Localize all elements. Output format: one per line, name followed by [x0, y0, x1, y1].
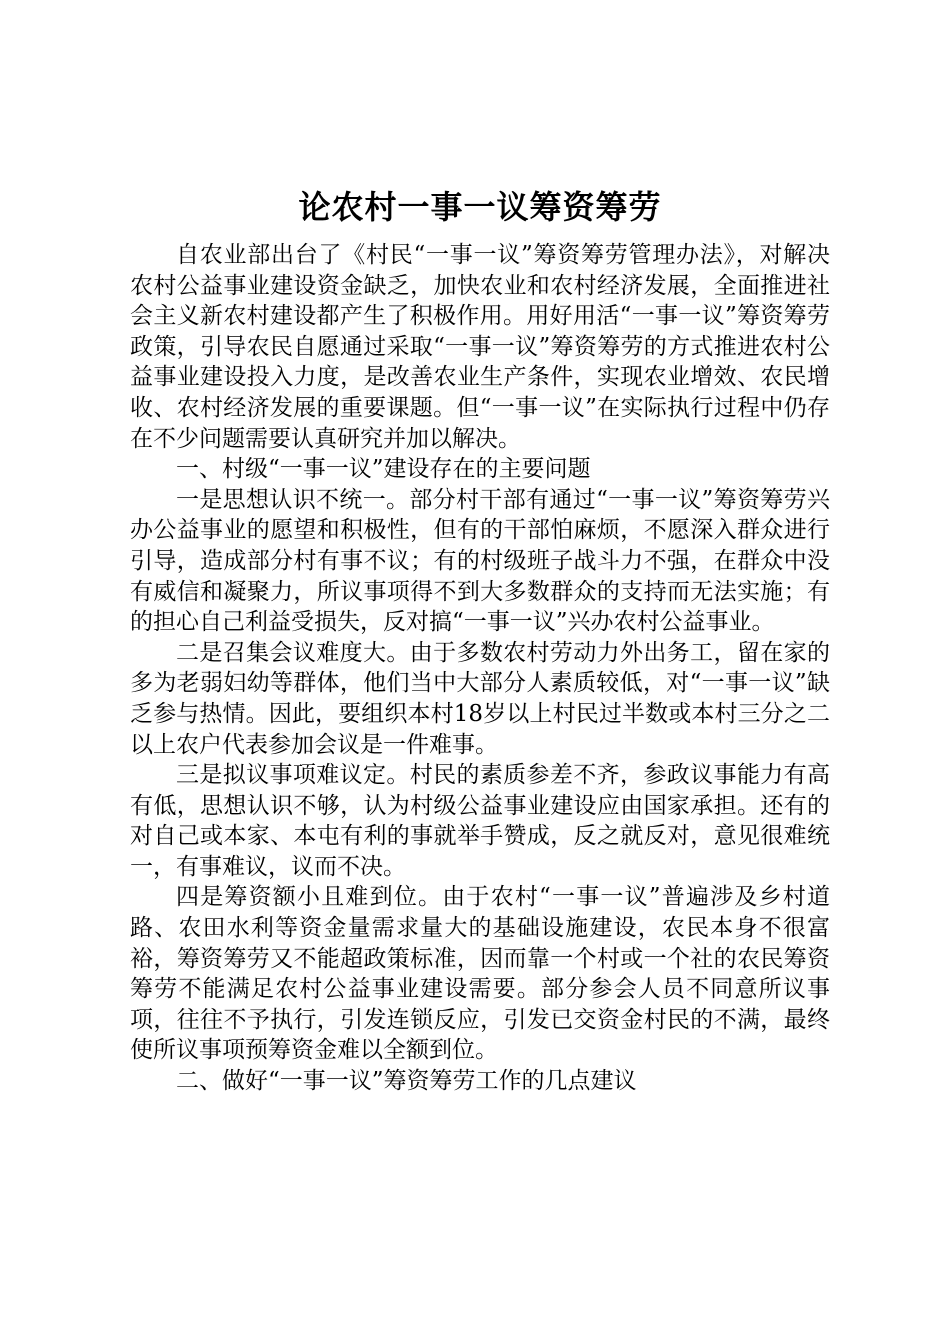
problem-paragraph-1: 一是思想认识不统一。部分村干部有通过“一事一议”筹资筹劳兴办公益事业的愿望和积极性，但有的干部怕麻烦，不愿深入群众进行引导，造成部分村有事不议；有的村级班子战斗力不强，在群众中没有威信和凝聚力，所议事项得不到大多数群众的支持而无法实施；有的担心自己利益受损失，反对搞“一事一议”兴办农村公益事业。 — [130, 486, 830, 636]
problem-paragraph-4: 四是筹资额小且难到位。由于农村“一事一议”普遍涉及乡村道路、农田水利等资金量需求量大的基础设施建设，农民本身不很富裕，筹资筹劳又不能超政策标准，因而靠一个村或一个社的农民筹资筹劳不能满足农村公益事业建设需要。部分参会人员不同意所议事项，往往不予执行，引发连锁反应，引发已交资金村民的不满，最终使所议事项预筹资金难以全额到位。 — [130, 884, 830, 1064]
section-heading-2: 二、做好“一事一议”筹资筹劳工作的几点建议 — [176, 1068, 637, 1095]
document-title: 论农村一事一议筹资筹劳 — [298, 188, 662, 226]
problem-paragraph-2: 二是召集会议难度大。由于多数农村劳动力外出务工，留在家的多为老弱妇幼等群体，他们当中大部分人素质较低，对“一事一议”缺乏参与热情。因此，要组织本村18岁以上村民过半数或本村三分之二以上农户代表参加会议是一件难事。 — [130, 639, 830, 758]
document-page — [130, 182, 830, 1097]
section-heading-1: 一、村级“一事一议”建设存在的主要问题 — [176, 456, 591, 483]
problem-paragraph-3: 三是拟议事项难议定。村民的素质参差不齐，参政议事能力有高有低，思想认识不够，认为村级公益事业建设应由国家承担。还有的对自己或本家、本屯有利的事就举手赞成，反之就反对，意见很难统一，有事难议，议而不决。 — [130, 762, 830, 880]
intro-paragraph: 自农业部出台了《村民“一事一议”筹资筹劳管理办法》，对解决农村公益事业建设资金缺乏，加快农业和农村经济发展，全面推进社会主义新农村建设都产生了积极作用。用好用活“一事一议”筹资筹劳政策，引导农民自愿通过采取“一事一议”筹资筹劳的方式推进农村公益事业建设投入力度，是改善农业生产条件，实现农业增效、农民增收、农村经济发展的重要课题。但“一事一议”在实际执行过程中仍存在不少问题需要认真研究并加以解决。 — [130, 242, 830, 452]
